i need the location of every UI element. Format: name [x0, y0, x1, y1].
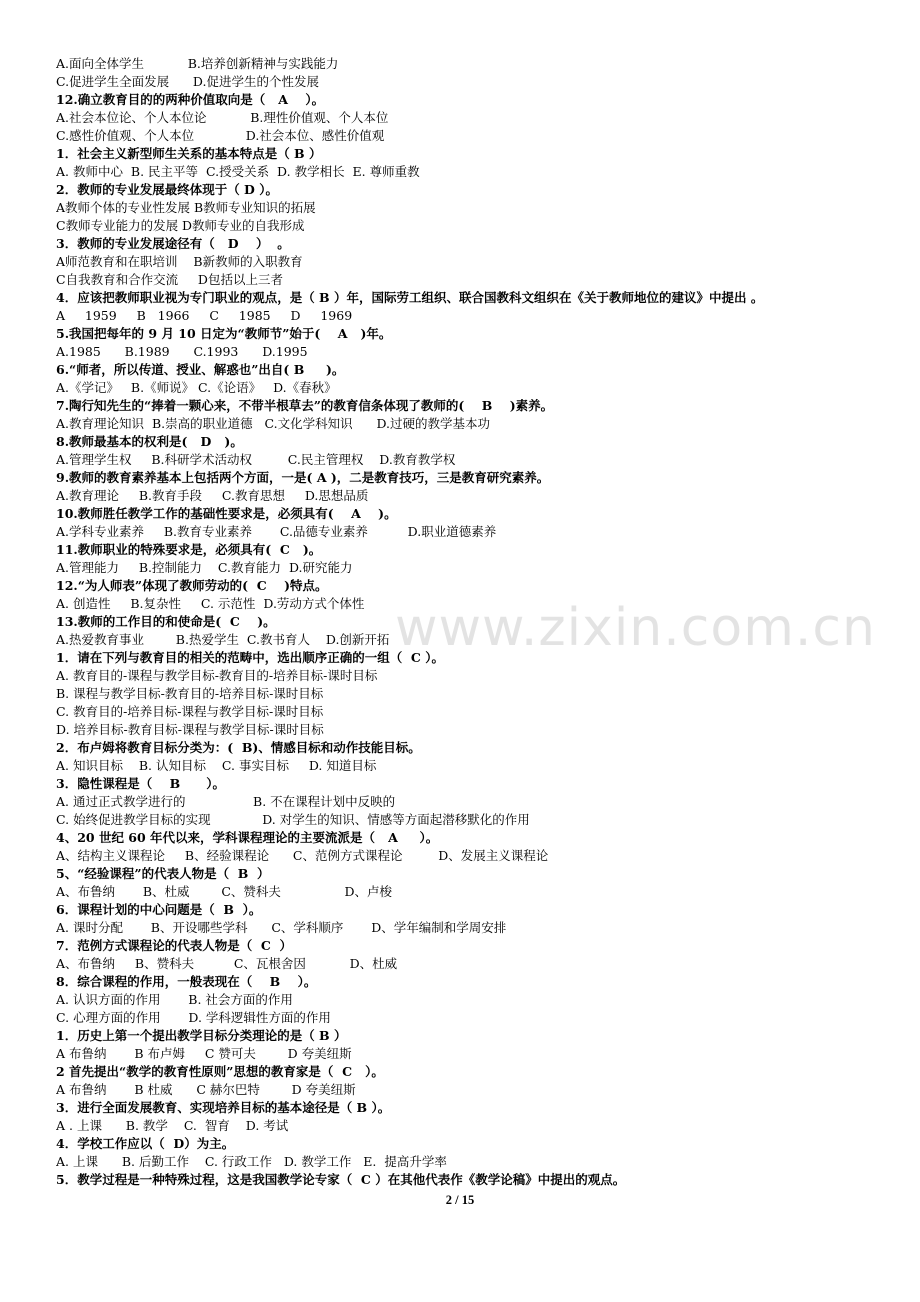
question-line: 5.我国把每年的 9 月 10 日定为“教师节”始于( A )年。: [56, 326, 392, 341]
option-line: A. 创造性 B.复杂性 C. 示范性 D.劳动方式个体性: [56, 596, 365, 611]
question-line: 6．课程计划的中心问题是（ B ）。: [56, 902, 262, 917]
question-line: 12.确立教育目的的两种价值取向是（ A ）。: [56, 92, 325, 107]
option-line: A.社会本位论、个人本位论 B.理性价值观、个人本位: [56, 110, 389, 125]
question-line: 2．教师的专业发展最终体现于（ D ）。: [56, 182, 278, 197]
question-line: 10.教师胜任教学工作的基础性要求是，必须具有( A )。: [56, 506, 397, 521]
question-line: 8．综合课程的作用，一般表现在（ B ）。: [56, 974, 317, 989]
option-line: A.面向全体学生 B.培养创新精神与实践能力: [56, 56, 339, 71]
question-line: 4．学校工作应以（ D）为主。: [56, 1136, 235, 1151]
option-line: A.管理学生权 B.科研学术活动权 C.民主管理权 D.教育教学权: [56, 452, 456, 467]
question-line: 3．隐性课程是（ B ）。: [56, 776, 226, 791]
option-line: C. 始终促进教学目标的实现 D. 对学生的知识、情感等方面起潜移默化的作用: [56, 812, 530, 827]
question-line: 1．社会主义新型师生关系的基本特点是（ B ）: [56, 146, 322, 161]
option-line: A. 教师中心 B. 民主平等 C.授受关系 D. 教学相长 E. 尊师重教: [56, 164, 420, 179]
question-line: 5、“经验课程”的代表人物是（ B ）: [56, 866, 270, 881]
question-line: 2 首先提出“教学的教育性原则”思想的教育家是（ C ）。: [56, 1064, 384, 1079]
option-line: A.1985 B.1989 C.1993 D.1995: [56, 344, 308, 359]
question-line: 7.陶行知先生的“捧着一颗心来，不带半根草去”的教育信条体现了教师的( B )素养。: [56, 398, 554, 413]
option-line: A. 通过正式教学进行的 B. 不在课程计划中反映的: [56, 794, 396, 809]
question-line: 9.教师的教育素养基本上包括两个方面，一是( A )，二是教育技巧，三是教育研究素养。: [56, 470, 550, 485]
page-number: 2 / 15: [445, 1193, 475, 1207]
option-line: A师范教育和在职培训 B新教师的入职教育: [56, 254, 303, 269]
option-line: A.管理能力 B.控制能力 C.教育能力 D.研究能力: [56, 560, 353, 575]
option-line: C教师专业能力的发展 D教师专业的自我形成: [56, 218, 305, 233]
option-line: A 1959 B 1966 C 1985 D 1969: [56, 308, 353, 323]
question-line: 3．教师的专业发展途径有（ D ） 。: [56, 236, 290, 251]
option-line: A. 上课 B. 后勤工作 C. 行政工作 D. 教学工作 E. 提高升学率: [56, 1154, 447, 1169]
option-line: A.学科专业素养 B.教育专业素养 C.品德专业素养 D.职业道德素养: [56, 524, 497, 539]
question-line: 6.“师者，所以传道、授业、解惑也”出自( B )。: [56, 362, 345, 377]
question-line: 2．布卢姆将教育目标分类为：( B)、情感目标和动作技能目标。: [56, 740, 421, 755]
option-line: B. 课程与教学目标-教育目的-培养目标-课时目标: [56, 686, 324, 701]
option-line: C. 心理方面的作用 D. 学科逻辑性方面的作用: [56, 1010, 331, 1025]
question-line: 8.教师最基本的权利是( D )。: [56, 434, 243, 449]
question-line: 4、20 世纪 60 年代以来，学科课程理论的主要流派是（ A ）。: [56, 830, 439, 845]
option-line: C. 教育目的-培养目标-课程与教学目标-课时目标: [56, 704, 324, 719]
question-line: 7．范例方式课程论的代表人物是（ C ）: [56, 938, 293, 953]
question-line: 3．进行全面发展教育、实现培养目标的基本途径是（ B ）。: [56, 1100, 391, 1115]
option-line: A.《学记》 B.《师说》 C.《论语》 D.《春秋》: [56, 380, 337, 395]
option-line: A. 知识目标 B. 认知目标 C. 事实目标 D. 知道目标: [56, 758, 377, 773]
question-line: 4．应该把教师职业视为专门职业的观点，是（ B ）年，国际劳工组织、联合国教科文组织在《关于教师地位的建议》中提出 。: [56, 290, 764, 305]
question-line: 5．教学过程是一种特殊过程，这是我国教学论专家（ C ）在其他代表作《教学论稿》中提出的观点。: [56, 1172, 626, 1187]
option-line: C自我教育和合作交流 D包括以上三者: [56, 272, 283, 287]
option-line: A教师个体的专业性发展 B教师专业知识的拓展: [56, 200, 316, 215]
option-line: A.热爱教育事业 B.热爱学生 C.教书育人 D.创新开拓: [56, 632, 390, 647]
option-line: A. 课时分配 B、开设哪些学科 C、学科顺序 D、学年编制和学周安排: [56, 920, 507, 935]
document-page: [56, 55, 886, 1189]
option-line: A、布鲁纳 B、赞科夫 C、瓦根舍因 D、杜威: [56, 956, 398, 971]
option-line: A.教育理论知识 B.崇高的职业道德 C.文化学科知识 D.过硬的教学基本功: [56, 416, 491, 431]
option-line: A 布鲁纳 B 杜威 C 赫尔巴特 D 夸美纽斯: [56, 1082, 356, 1097]
option-line: A 布鲁纳 B 布卢姆 C 赞可夫 D 夸美纽斯: [56, 1046, 352, 1061]
question-line: 13.教师的工作目的和使命是( C )。: [56, 614, 276, 629]
option-line: C.感性价值观、个人本位 D.社会本位、感性价值观: [56, 128, 385, 143]
question-line: 1．请在下列与教育目的相关的范畴中，选出顺序正确的一组（ C ）。: [56, 650, 444, 665]
watermark: www.zixin.com.cn: [395, 598, 876, 658]
question-line: 11.教师职业的特殊要求是，必须具有( C )。: [56, 542, 322, 557]
question-line: 12.“为人师表”体现了教师劳动的( C )特点。: [56, 578, 328, 593]
option-line: A . 上课 B. 教学 C. 智育 D. 考试: [56, 1118, 289, 1133]
option-line: A. 认识方面的作用 B. 社会方面的作用: [56, 992, 293, 1007]
option-line: A、布鲁纳 B、杜威 C、赞科夫 D、卢梭: [56, 884, 392, 899]
question-line: 1．历史上第一个提出教学目标分类理论的是（ B ）: [56, 1028, 347, 1043]
option-line: A.教育理论 B.教育手段 C.教育思想 D.思想品质: [56, 488, 369, 503]
option-line: A、结构主义课程论 B、经验课程论 C、范例方式课程论 D、发展主义课程论: [56, 848, 549, 863]
option-line: A. 教育目的-课程与教学目标-教育目的-培养目标-课时目标: [56, 668, 378, 683]
option-line: C.促进学生全面发展 D.促进学生的个性发展: [56, 74, 319, 89]
option-line: D. 培养目标-教育目标-课程与教学目标-课时目标: [56, 722, 324, 737]
